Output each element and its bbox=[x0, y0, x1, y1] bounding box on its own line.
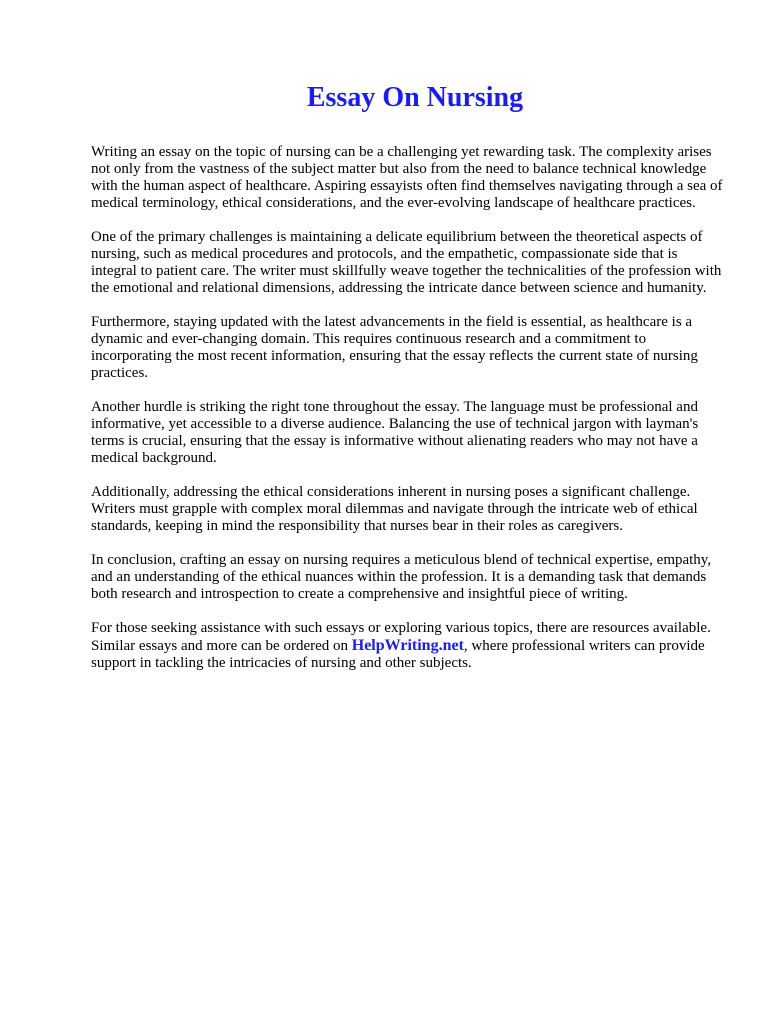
closing-paragraph bbox=[91, 620, 725, 672]
document-body bbox=[91, 144, 725, 672]
document-title: Essay On Nursing bbox=[306, 82, 524, 113]
document-page bbox=[91, 80, 725, 689]
paragraph-6: In conclusion, crafting an essay on nursing requires a meticulous blend of technical expertise, empathy, and an understanding of the ethical nuances within the profession. It is a demanding task that demands both research and introspection to create a comprehensive and insightful piece of writing. bbox=[91, 552, 712, 602]
paragraph-4: Another hurdle is striking the right tone throughout the essay. The language must be professional and informative, yet accessible to a diverse audience. Balancing the use of technical jargon with layman's terms is crucial, ensuring that the essay is informative without alienating readers who may not have a medical background. bbox=[91, 399, 699, 466]
paragraph-3: Furthermore, staying updated with the latest advancements in the field is essential, as healthcare is a dynamic and ever-changing domain. This requires continuous research and a commitment to incorporating the most recent information, ensuring that the essay reflects the current state of nursing practices. bbox=[91, 314, 698, 381]
paragraph-2: One of the primary challenges is maintaining a delicate equilibrium between the theoretical aspects of nursing, such as medical procedures and protocols, and the empathetic, compassionate side that is integral to patient care. The writer must skillfully weave together the technicalities of the profession with the emotional and relational dimensions, addressing the intricate dance between science and humanity. bbox=[91, 229, 722, 296]
paragraph-1: Writing an essay on the topic of nursing can be a challenging yet rewarding task. The complexity arises not only from the vastness of the subject matter but also from the need to balance technical knowledge with the human aspect of healthcare. Aspiring essayists often find themselves navigating through a sea of medical terminology, ethical considerations, and the ever-evolving landscape of healthcare practices. bbox=[91, 144, 723, 211]
closing-text-after-link: , where professional writers can provide support in tackling the intricacies of nursing and other subjects. bbox=[91, 638, 705, 671]
closing-text-before-link: For those seeking assistance with such essays or exploring various topics, there are resources available. Similar essays and more can be ordered on bbox=[91, 620, 711, 654]
paragraph-5: Additionally, addressing the ethical considerations inherent in nursing poses a significant challenge. Writers must grapple with complex moral dilemmas and navigate through the intricate web of ethical standards, keeping in mind the responsibility that nurses bear in their roles as caregivers. bbox=[91, 484, 698, 534]
helpwriting-link[interactable]: HelpWriting.net bbox=[351, 637, 464, 654]
